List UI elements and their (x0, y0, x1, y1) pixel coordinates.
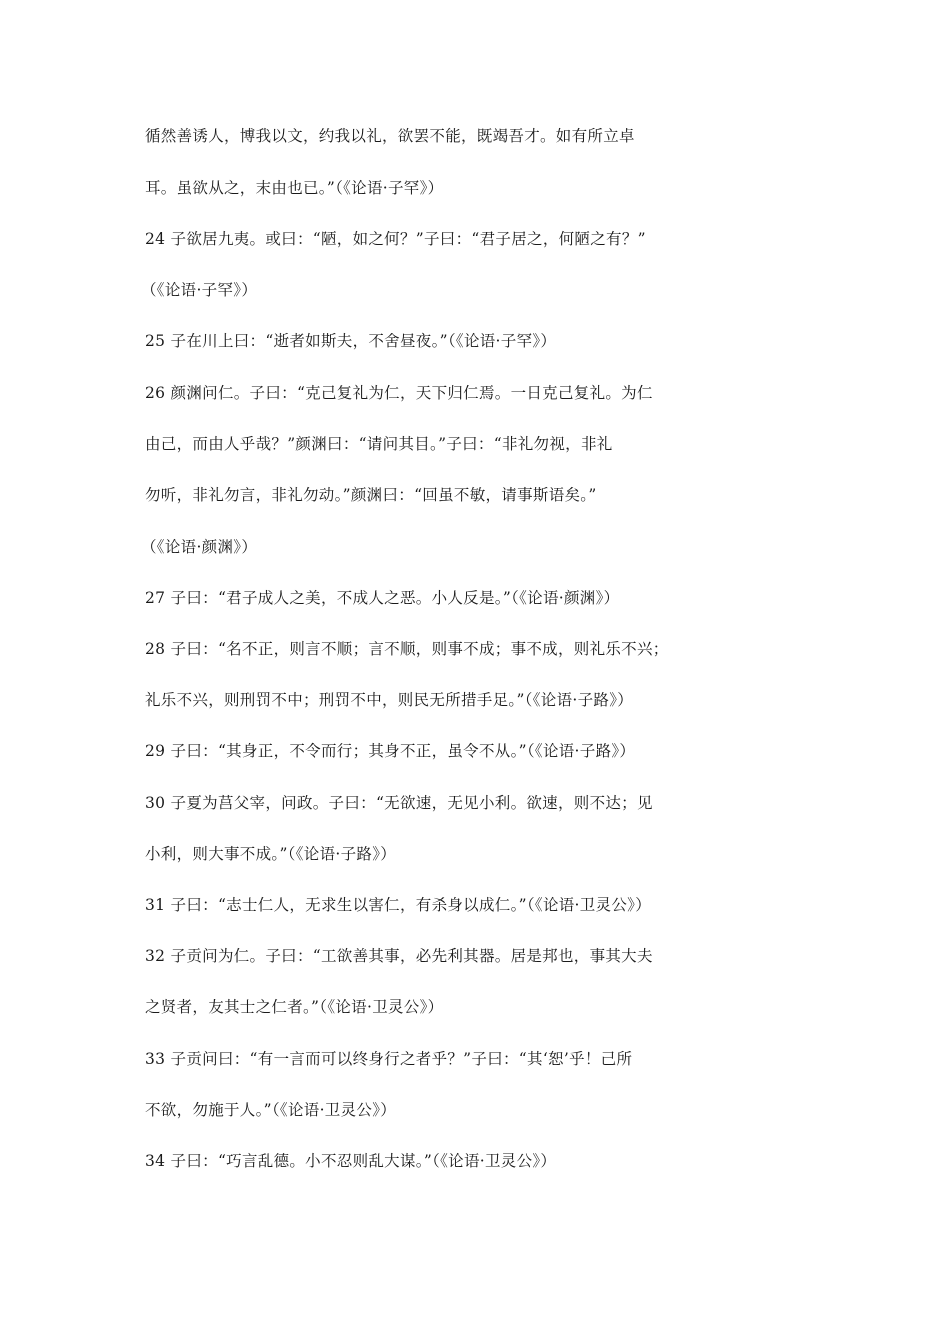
text-line: 礼乐不兴，则刑罚不中；刑罚不中，则民无所措手足。”（《论语·子路》） (145, 691, 634, 709)
text-line: 循然善诱人，博我以文，约我以礼，欲罢不能，既竭吾才。如有所立卓 (145, 127, 635, 145)
text-line: 29 子曰：“其身正，不令而行；其身不正，虽令不从。”（《论语·子路》） (145, 742, 636, 760)
text-line: 30 子夏为莒父宰，问政。子曰：“无欲速，无见小利。欲速，则不达；见 (145, 794, 653, 812)
text-line: 由己，而由人乎哉？”颜渊曰：“请问其目。”子曰：“非礼勿视，非礼 (145, 435, 613, 453)
text-line: （《论语·颜渊》） (141, 538, 258, 556)
text-line: 24 子欲居九夷。或曰：“陋，如之何？”子曰：“君子居之，何陋之有？” (145, 230, 646, 248)
text-line: （《论语·子罕》） (141, 281, 258, 299)
text-line: 32 子贡问为仁。子曰：“工欲善其事，必先利其器。居是邦也，事其大夫 (145, 947, 653, 965)
text-line: 25 子在川上曰：“逝者如斯夫，不舍昼夜。”（《论语·子罕》） (145, 332, 557, 350)
text-line: 33 子贡问曰：“有一言而可以终身行之者乎？”子曰：“其‘恕’乎！己所 (145, 1050, 633, 1068)
text-line: 31 子曰：“志士仁人，无求生以害仁，有杀身以成仁。”（《论语·卫灵公》） (145, 896, 652, 914)
text-line: 27 子曰：“君子成人之美，不成人之恶。小人反是。”（《论语·颜渊》） (145, 589, 620, 607)
text-line: 34 子曰：“巧言乱德。小不忍则乱大谋。”（《论语·卫灵公》） (145, 1152, 557, 1170)
text-line: 耳。虽欲从之，末由也已。”（《论语·子罕》） (145, 179, 444, 197)
text-line: 28 子曰：“名不正，则言不顺；言不顺，则事不成；事不成，则礼乐不兴； (145, 640, 669, 658)
text-line: 小利，则大事不成。”（《论语·子路》） (145, 845, 397, 863)
text-line: 勿听，非礼勿言，非礼勿动。”颜渊曰：“回虽不敏，请事斯语矣。” (145, 486, 597, 504)
text-line: 26 颜渊问仁。子曰：“克己复礼为仁，天下归仁焉。一日克己复礼。为仁 (145, 384, 653, 402)
text-line: 不欲，勿施于人。”（《论语·卫灵公》） (145, 1101, 397, 1119)
text-line: 之贤者，友其士之仁者。”（《论语·卫灵公》） (145, 998, 444, 1016)
